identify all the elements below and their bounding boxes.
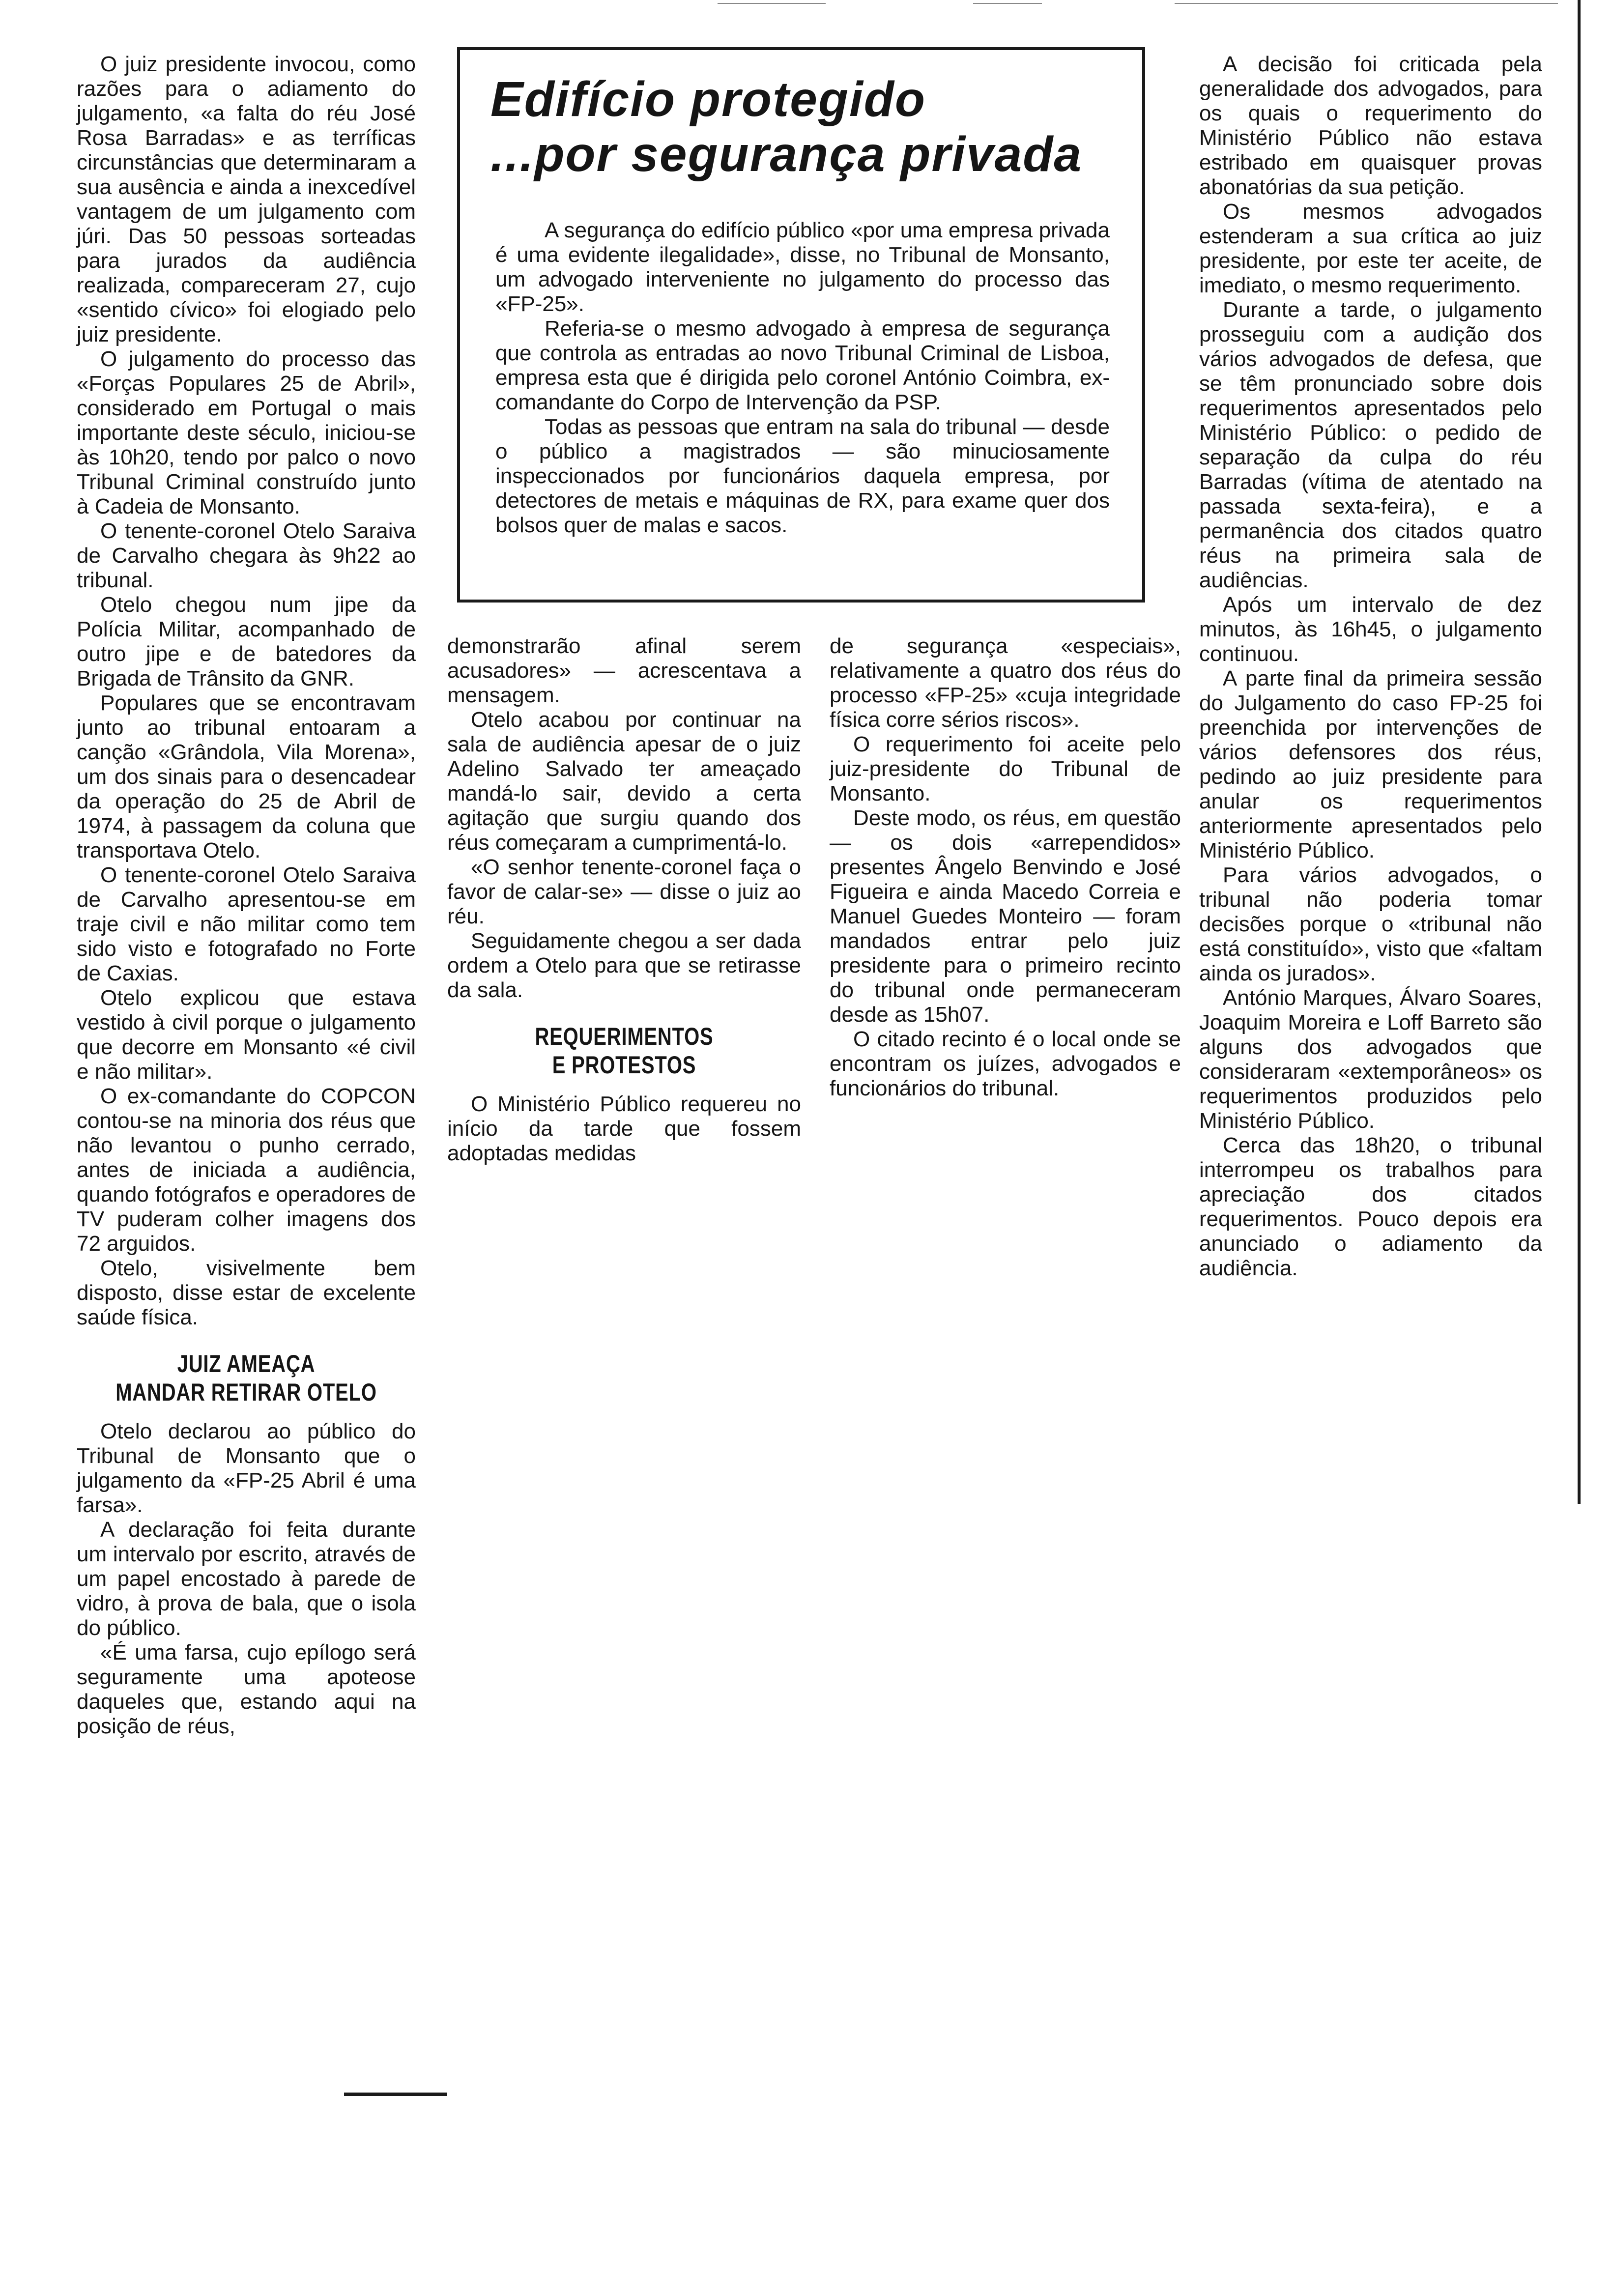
paragraph: O citado recinto é o local onde se encontram os juízes, advogados e funcionários do tribunal. <box>830 1027 1181 1100</box>
paragraph: O ex-comandante do COPCON contou-se na minoria dos réus que não levantou o punho cerrado, antes de iniciada a audiência, quando fotógrafos e operadores de TV puderam colher imagens dos 72 arguidos. <box>77 1084 416 1256</box>
heading-line: REQUERIMENTOS <box>535 1023 714 1050</box>
paragraph: Otelo declarou ao público do Tribunal de Monsanto que o julgamento da «FP-25 Abril é uma farsa». <box>77 1419 416 1517</box>
paragraph: Durante a tarde, o julgamento prosseguiu com a audição dos vários advogados de defesa, que se têm pronunciado sobre dois requerimentos apresentados pelo Ministério Público: o pedido de separação da culpa do réu Barradas (vítima de atentado na passada sexta-feira), e a permanência dos citados quatro réus na primeira sala de audiências. <box>1199 298 1542 592</box>
section-heading-juiz-ameaca <box>111 1349 382 1406</box>
paragraph: António Marques, Álvaro Soares, Joaquim Moreira e Loff Barreto são alguns dos advogados que consideraram «extemporâneos» os requerimentos produzidos pelo Ministério Público. <box>1199 986 1542 1133</box>
top-divider-line <box>973 3 1042 4</box>
paragraph: Todas as pessoas que entram na sala do tribunal — desde o público a magistrados — são minuciosamente inspeccionados por funcionários daquela empresa, por detectores de metais e máquinas de RX, para exame quer dos bolsos quer de malas e sacos. <box>495 415 1110 537</box>
paragraph: Seguidamente chegou a ser dada ordem a Otelo para que se retirasse da sala. <box>447 929 801 1002</box>
paragraph: Para vários advogados, o tribunal não poderia tomar decisões porque o «tribunal não está constituído», visto que «faltam ainda os jurados». <box>1199 863 1542 985</box>
article-column-1 <box>77 52 416 1739</box>
paragraph: A decisão foi criticada pela generalidade dos advogados, para os quais o requerimento do Ministério Público não estava estribado em quaisquer provas abonatórias da sua petição. <box>1199 52 1542 199</box>
paragraph: O juiz presidente invocou, como razões para o adiamento do julgamento, «a falta do réu José Rosa Barradas» e as terríficas circunstâncias que determinaram a sua ausência e ainda a inexcedível vantagem de um julgamento com júri. Das 50 pessoas sorteadas para jurados da audiência realizada, compareceram 27, cujo «sentido cívico» foi elogiado pelo juiz presidente. <box>77 52 416 346</box>
paragraph: A segurança do edifício público «por uma empresa privada é uma evidente ilegalidade», disse, no Tribunal de Monsanto, um advogado interveniente no julgamento do processo das «FP-25». <box>495 218 1110 316</box>
paragraph: de segurança «especiais», relativamente a quatro dos réus do processo «FP-25» «cuja integridade física corre sérios riscos». <box>830 634 1181 732</box>
paragraph: Otelo, visivelmente bem disposto, disse estar de excelente saúde física. <box>77 1256 416 1329</box>
box-body <box>495 218 1110 538</box>
paragraph: O tenente-coronel Otelo Saraiva de Carvalho chegara às 9h22 ao tribunal. <box>77 519 416 592</box>
headline-line: Edifício protegido <box>490 72 926 127</box>
column-edge-rule <box>1578 0 1581 1504</box>
paragraph: O Ministério Público requereu no início da tarde que fossem adoptadas medidas <box>447 1092 801 1165</box>
top-divider-line <box>718 3 826 4</box>
paragraph: Após um intervalo de dez minutos, às 16h45, o julgamento continuou. <box>1199 593 1542 666</box>
paragraph: Deste modo, os réus, em questão — os dois «arrependidos» presentes Ângelo Benvindo e José Figueira e ainda Macedo Correia e Manuel Guedes Monteiro — foram mandados entrar pelo juiz presidente para o primeiro recinto do tribunal onde permaneceram desde as 15h07. <box>830 806 1181 1027</box>
paragraph: O requerimento foi aceite pelo juiz-presidente do Tribunal de Monsanto. <box>830 732 1181 805</box>
heading-line: E PROTESTOS <box>552 1051 696 1079</box>
paragraph: «O senhor tenente-coronel faça o favor de calar-se» — disse o juiz ao réu. <box>447 855 801 928</box>
paragraph: A parte final da primeira sessão do Julgamento do caso FP-25 foi preenchida por intervenções de vários defensores dos réus, pedindo ao juiz presidente para anular os requerimentos anteriormente apresentados pelo Ministério Público. <box>1199 666 1542 862</box>
boxed-sidebar-article <box>457 47 1145 603</box>
paragraph: Cerca das 18h20, o tribunal interrompeu os trabalhos para apreciação dos citados requerimentos. Pouco depois era anunciado o adiamento da audiência. <box>1199 1133 1542 1280</box>
article-column-4 <box>1199 52 1542 1281</box>
paragraph: O tenente-coronel Otelo Saraiva de Carvalho apresentou-se em traje civil e não militar como tem sido visto e fotografado no Forte de Caxias. <box>77 863 416 985</box>
end-of-article-rule <box>344 2093 447 2096</box>
paragraph: Referia-se o mesmo advogado à empresa de segurança que controla as entradas ao novo Tribunal Criminal de Lisboa, empresa esta que é dirigida pelo coronel António Coimbra, ex-comandante do Corpo de Intervenção da PSP. <box>495 316 1110 414</box>
headline-line: ...por segurança privada <box>490 127 1082 182</box>
article-column-2 <box>447 634 801 1166</box>
paragraph: O julgamento do processo das «Forças Populares 25 de Abril», considerado em Portugal o mais importante deste século, iniciou-se às 10h20, tendo por palco o novo Tribunal Criminal construído junto à Cadeia de Monsanto. <box>77 347 416 518</box>
paragraph: Otelo chegou num jipe da Polícia Militar, acompanhado de outro jipe e de batedores da Brigada de Trânsito da GNR. <box>77 593 416 690</box>
paragraph: Otelo acabou por continuar na sala de audiência apesar de o juiz Adelino Salvado ter ameaçado mandá-lo sair, devido a certa agitação que surgiu quando dos réus começaram a cumprimentá-lo. <box>447 708 801 855</box>
paragraph: Populares que se encontravam junto ao tribunal entoaram a canção «Grândola, Vila Morena», um dos sinais para o desencadear da operação do 25 de Abril de 1974, à passagem da coluna que transportava Otelo. <box>77 691 416 862</box>
top-divider-line <box>1175 3 1558 4</box>
paragraph: «É uma farsa, cujo epílogo será seguramente uma apoteose daqueles que, estando aqui na posição de réus, <box>77 1640 416 1738</box>
paragraph: Otelo explicou que estava vestido à civil porque o julgamento que decorre em Monsanto «é civil e não militar». <box>77 986 416 1084</box>
paragraph: A declaração foi feita durante um intervalo por escrito, através de um papel encostado à parede de vidro, à prova de bala, que o isola do público. <box>77 1518 416 1640</box>
paragraph: demonstrarão afinal serem acusadores» — acrescentava a mensagem. <box>447 634 801 707</box>
heading-line: MANDAR RETIRAR OTELO <box>115 1378 377 1406</box>
article-column-3 <box>830 634 1181 1101</box>
section-heading-requerimentos <box>483 1022 766 1079</box>
box-headline <box>490 72 1105 182</box>
paragraph: Os mesmos advogados estenderam a sua crítica ao juiz presidente, por este ter aceite, de imediato, o mesmo requerimento. <box>1199 200 1542 297</box>
heading-line: JUIZ AMEAÇA <box>177 1350 316 1378</box>
